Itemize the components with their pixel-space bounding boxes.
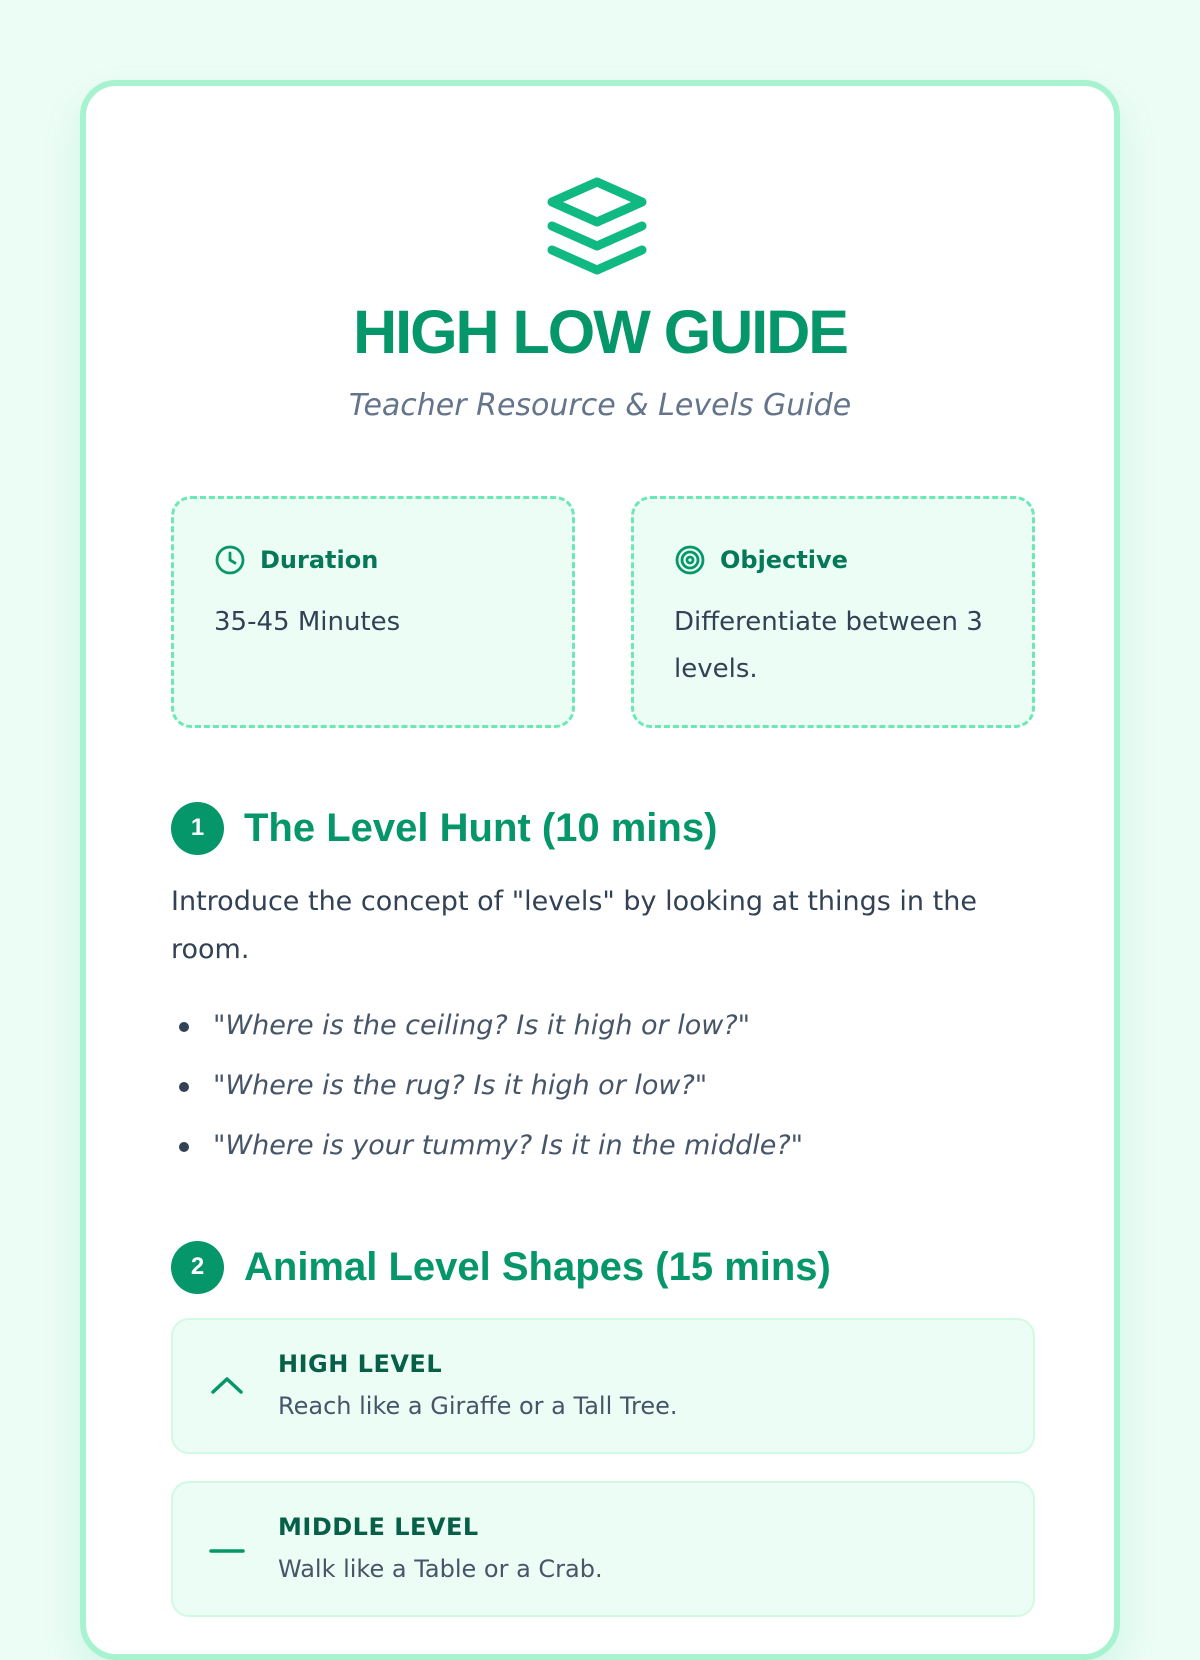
objective-label: Objective: [720, 546, 848, 574]
objective-header: [674, 543, 992, 577]
chevron-up-icon: [209, 1368, 245, 1404]
section-2-title: Animal Level Shapes (15 mins): [244, 1244, 831, 1289]
list-item: "Where is your tummy? Is it in the middle?": [171, 1124, 1029, 1184]
duration-header: [214, 543, 532, 577]
middle-level-description: Walk like a Table or a Crab.: [278, 1555, 603, 1583]
duration-label: Duration: [260, 546, 379, 574]
layers-icon: [542, 174, 652, 284]
high-level-label: HIGH LEVEL: [278, 1350, 443, 1378]
middle-level-card: [171, 1481, 1035, 1617]
objective-box: [631, 496, 1035, 728]
page-subtitle: Teacher Resource & Levels Guide: [348, 388, 852, 423]
section-1-intro: Introduce the concept of "levels" by looking at things in the room.: [171, 886, 977, 965]
high-level-card: [171, 1318, 1035, 1454]
minus-icon: [209, 1531, 245, 1567]
target-icon: [674, 544, 706, 576]
middle-level-label: MIDDLE LEVEL: [278, 1513, 479, 1541]
clock-icon: [214, 544, 246, 576]
page-title: HIGH LOW GUIDE: [353, 298, 847, 366]
list-item: "Where is the rug? Is it high or low?": [171, 1064, 1029, 1124]
high-level-description: Reach like a Giraffe or a Tall Tree.: [278, 1392, 678, 1420]
duration-value: 35-45 Minutes: [214, 607, 401, 637]
section-2-header: [171, 1239, 831, 1295]
section-1-title: The Level Hunt (10 mins): [244, 805, 718, 850]
guide-card: [80, 80, 1120, 1660]
section-1-number: 1: [171, 802, 224, 855]
section-2-number: 2: [171, 1241, 224, 1294]
question-list: [171, 1004, 1029, 1184]
objective-value: Differentiate between 3 levels.: [674, 607, 983, 684]
list-item: "Where is the ceiling? Is it high or low?": [171, 1004, 1029, 1064]
duration-box: [171, 496, 575, 728]
section-1-header: [171, 800, 717, 856]
